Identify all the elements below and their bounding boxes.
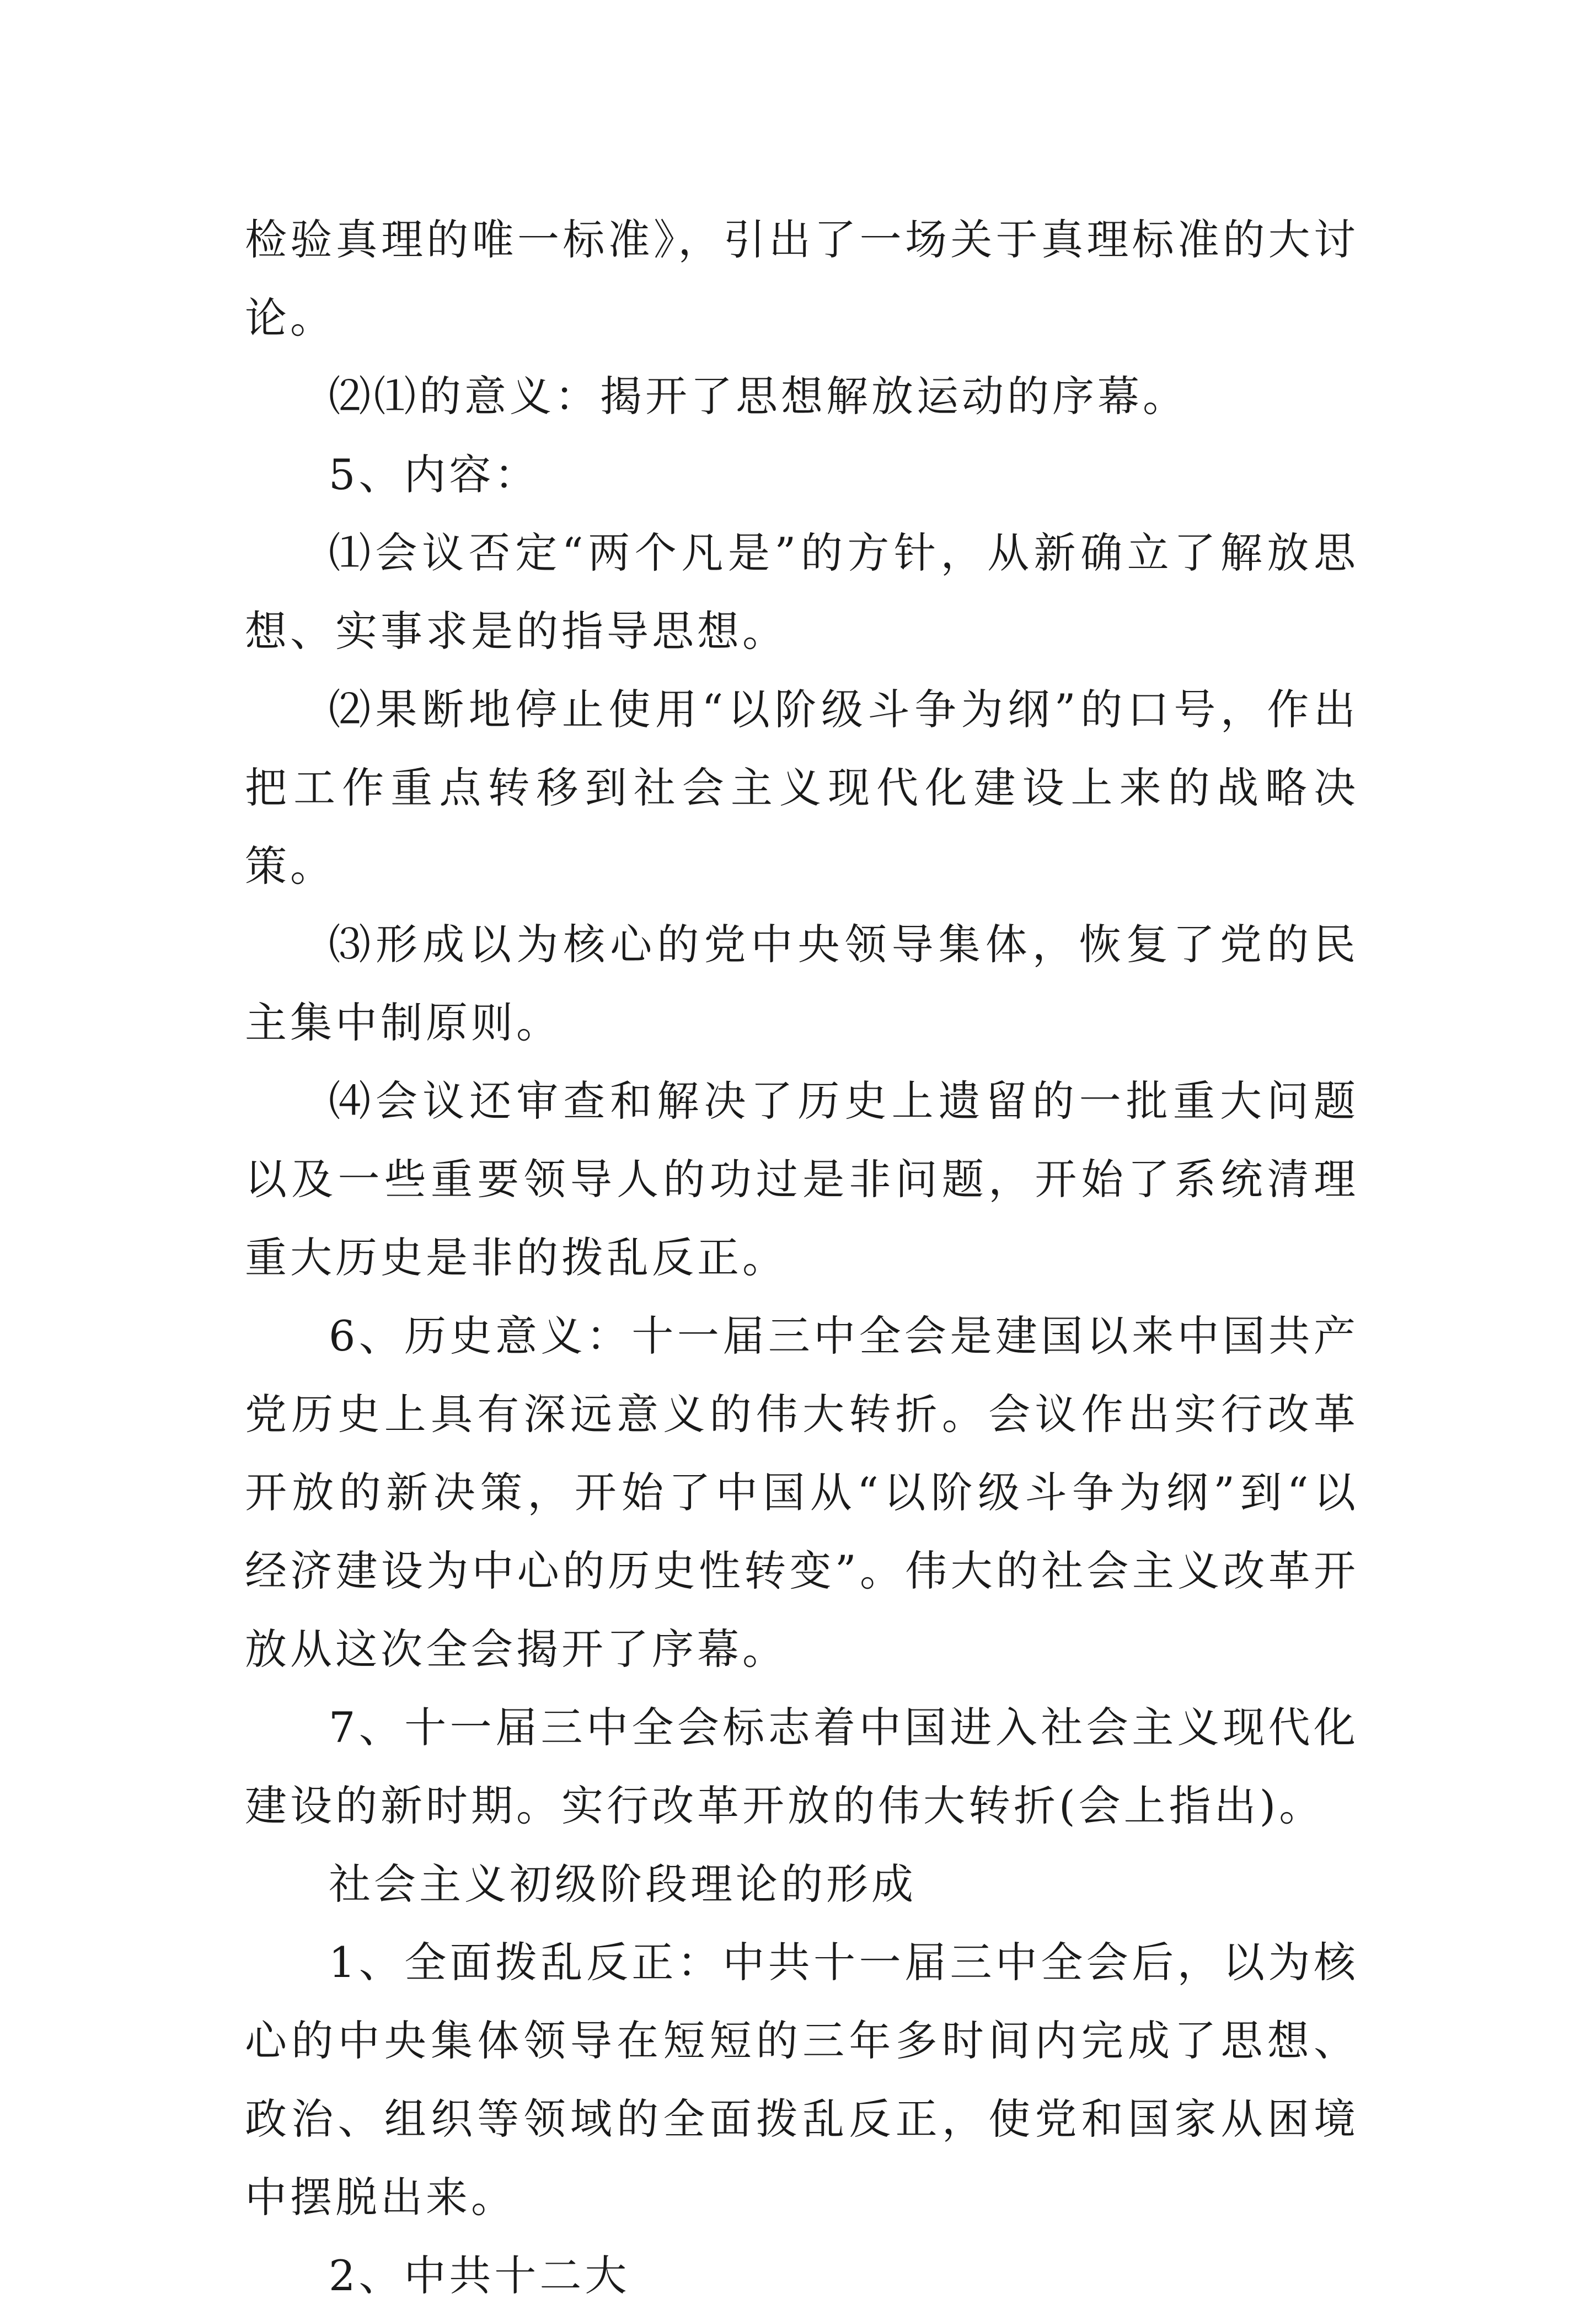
paragraph-twelfth-congress: 2、中共十二大 — [329, 2251, 630, 2300]
paragraph-item-1: ⑴会议否定“两个凡是”的方针，从新确立了解放思想、实事求是的指导思想。 — [245, 528, 1359, 656]
document-body — [245, 201, 1359, 2315]
paragraph-item-2: ⑵果断地停止使用“以阶级斗争为纲”的口号，作出把工作重点转移到社会主义现代化建设上来的战略决策。 — [245, 685, 1359, 891]
paragraph-continuation: 检验真理的唯一标准》，引出了一场关于真理标准的大讨论。 — [245, 215, 1359, 342]
paragraph-rectification: 1、全面拨乱反正：中共十一届三中全会后，以为核心的中央集体领导在短短的三年多时间内完成了思想、政治、组织等领域的全面拨乱反正，使党和国家从困境中摆脱出来。 — [245, 1938, 1359, 2222]
paragraph-historical-significance: 6、历史意义：十一届三中全会是建国以来中国共产党历史上具有深远意义的伟大转折。会议作出实行改革开放的新决策，开始了中国从“以阶级斗争为纲”到“以经济建设为中心的历史性转变”。伟大的社会主义改革开放从这次全会揭开了序幕。 — [245, 1311, 1359, 1674]
paragraph-item-3: ⑶形成以为核心的党中央领导集体，恢复了党的民主集中制原则。 — [245, 920, 1359, 1047]
paragraph-significance: ⑵⑴的意义：揭开了思想解放运动的序幕。 — [329, 372, 1188, 421]
paragraph-content-heading: 5、内容： — [329, 450, 540, 499]
section-heading: 社会主义初级阶段理论的形成 — [329, 1859, 917, 1909]
paragraph-new-era: 7、十一届三中全会标志着中国进入社会主义现代化建设的新时期。实行改革开放的伟大转折(会上指出)。 — [245, 1703, 1359, 1830]
paragraph-item-4: ⑷会议还审查和解决了历史上遗留的一批重大问题以及一些重要领导人的功过是非问题，开始了系统清理重大历史是非的拨乱反正。 — [245, 1076, 1359, 1282]
